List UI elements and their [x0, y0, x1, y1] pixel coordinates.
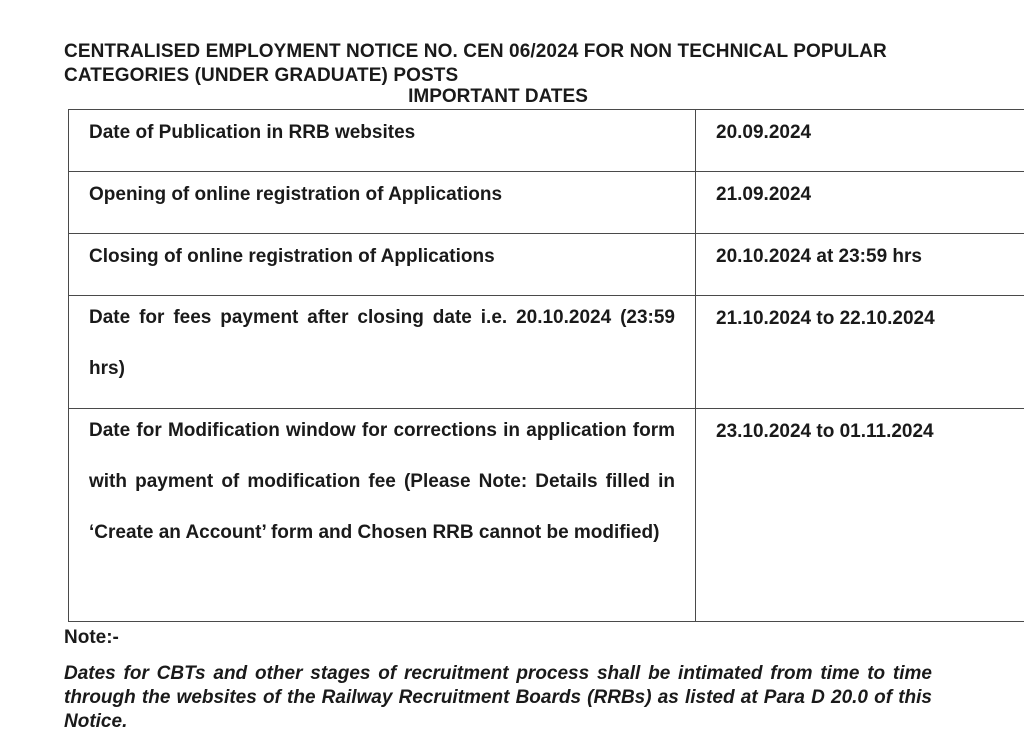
date-text: 21.10.2024 to 22.10.2024: [716, 308, 935, 329]
event-cell: [69, 296, 696, 409]
table-row: [69, 409, 1024, 622]
date-text: 20.09.2024: [716, 122, 812, 143]
important-dates-table: [68, 109, 1024, 622]
event-text: Closing of online registration of Applications: [89, 246, 495, 267]
note-text: Dates for CBTs and other stages of recruitment process shall be intimated from time to time through the websites of the Railway Recruitment Boards (RRBs) as listed at Para D 20.0 of this Notice.: [64, 663, 932, 732]
date-cell: [696, 409, 1024, 622]
date-text: 21.09.2024: [716, 184, 812, 205]
table-row: [69, 172, 1024, 234]
date-text: 20.10.2024 at 23:59 hrs: [716, 246, 922, 267]
table-row: [69, 296, 1024, 409]
notice-title: CENTRALISED EMPLOYMENT NOTICE NO. CEN 06/2024 FOR NON TECHNICAL POPULAR CATEGORIES (UNDER GRADUATE) POSTS: [64, 41, 887, 86]
event-text: Opening of online registration of Applications: [89, 184, 503, 205]
table-row: [69, 234, 1024, 296]
date-text: 23.10.2024 to 01.11.2024: [716, 421, 934, 442]
event-text: Date of Publication in RRB websites: [89, 122, 416, 143]
event-cell: [69, 172, 696, 234]
date-cell: [696, 110, 1024, 172]
table-row: [69, 110, 1024, 172]
note-label: Note:-: [64, 627, 119, 648]
important-dates-heading: IMPORTANT DATES: [408, 86, 588, 107]
date-cell: [696, 234, 1024, 296]
date-cell: [696, 296, 1024, 409]
event-cell: [69, 110, 696, 172]
event-text: Date for Modification window for corrections in application form with payment of modification fee (Please Note: Details filled in ‘Create an Account’ form and Chosen RRB cannot be modified): [89, 420, 675, 543]
event-text: Date for fees payment after closing date i.e. 20.10.2024 (23:59 hrs): [89, 307, 675, 379]
event-cell: [69, 409, 696, 622]
event-cell: [69, 234, 696, 296]
date-cell: [696, 172, 1024, 234]
